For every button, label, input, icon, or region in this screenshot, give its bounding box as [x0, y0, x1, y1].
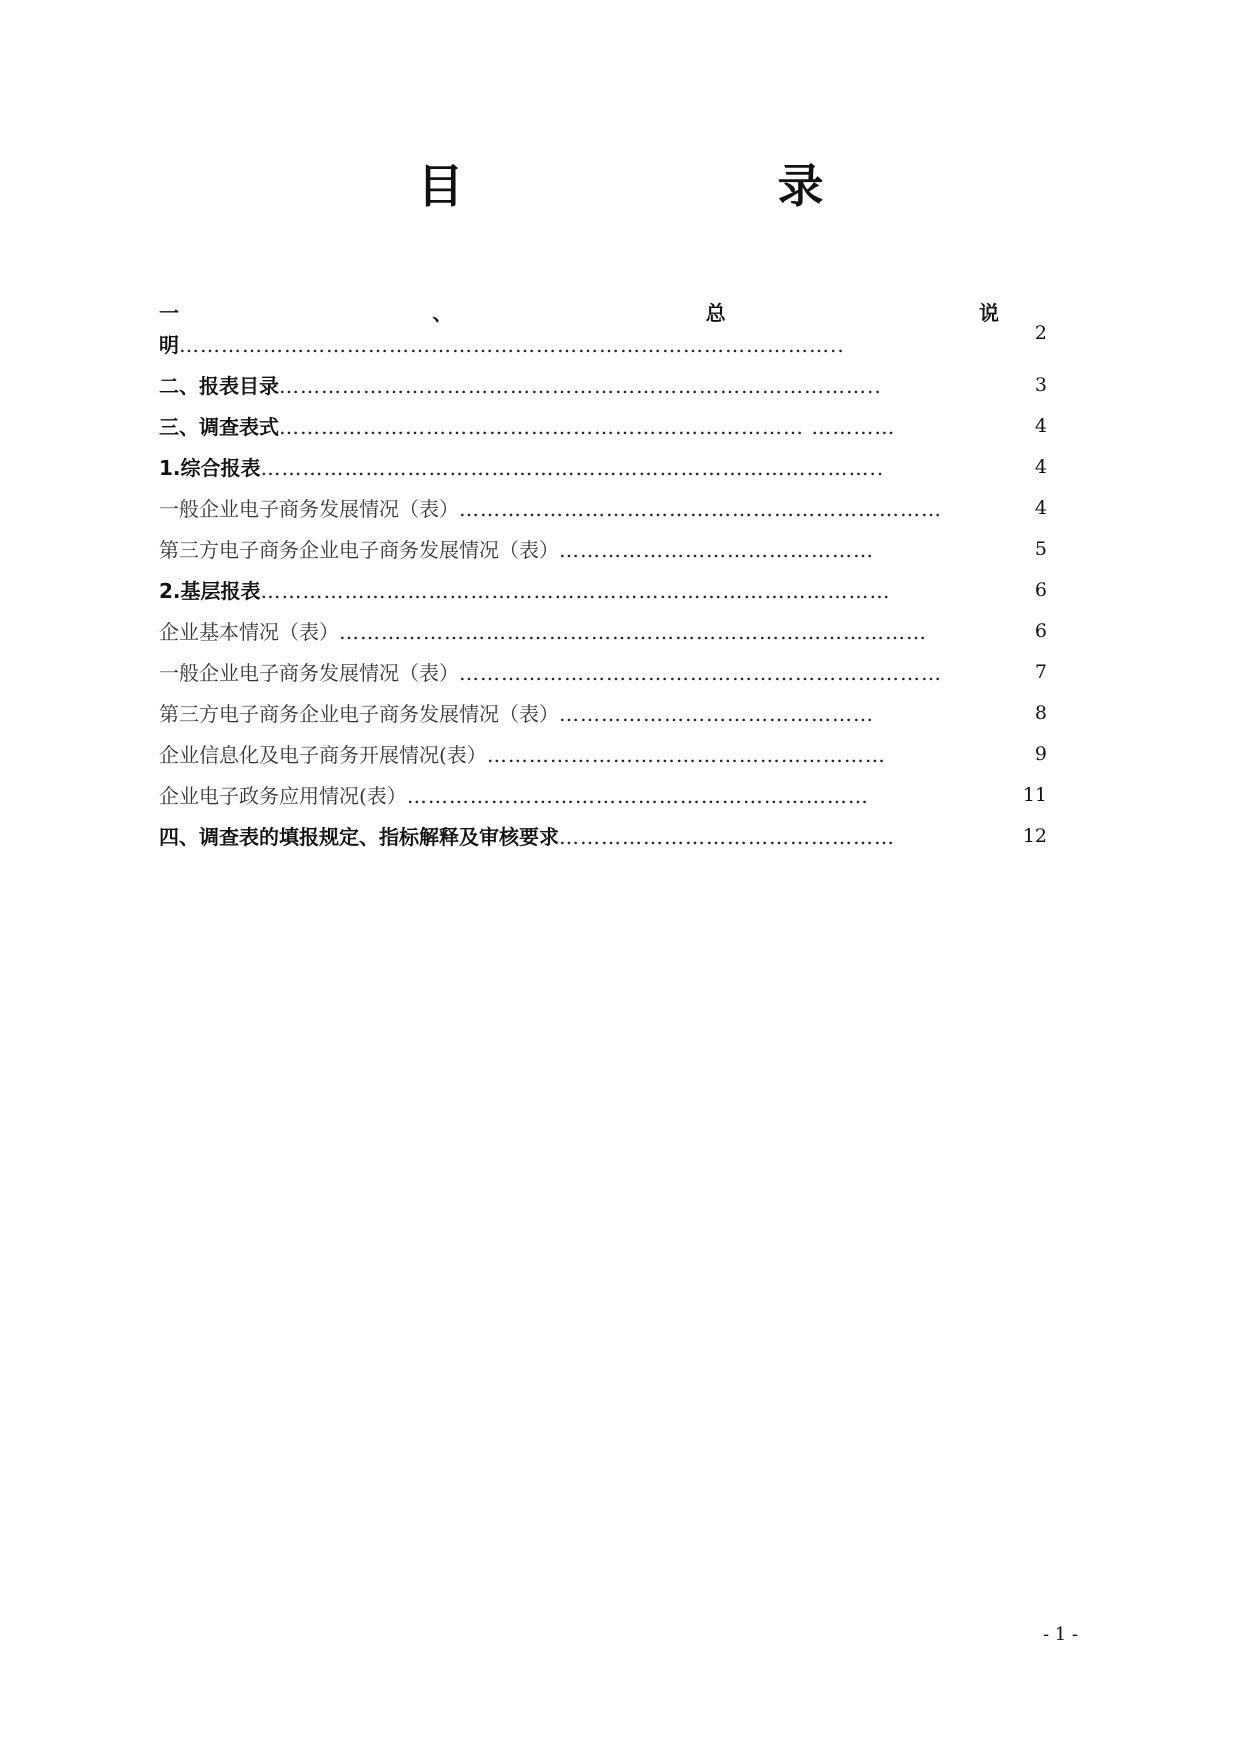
toc-page-number: 6	[1034, 619, 1047, 642]
toc-entry[interactable]	[159, 733, 1059, 774]
toc-entry-label: 一般企业电子商务发展情况（表）	[159, 661, 459, 685]
toc-leader-dots: …………………………………………	[559, 825, 895, 849]
toc-leader-dots: ……………………………………………………………	[459, 661, 942, 685]
toc-page-number: 5	[1034, 537, 1047, 560]
toc-page-number: 4	[1034, 414, 1047, 437]
toc-page-number: 2	[1034, 322, 1047, 344]
toc-char: 总	[705, 301, 726, 325]
page-title: 目 录	[417, 159, 898, 213]
toc-entry-label: 四、调查表的填报规定、指标解释及审核要求	[159, 825, 559, 849]
toc-entry[interactable]	[159, 487, 1059, 528]
toc-entry-label: 企业电子政务应用情况(表）	[159, 784, 407, 808]
toc-entry-label: 第三方电子商务企业电子商务发展情况（表）	[159, 538, 559, 562]
toc-leader-dots: ………………………………………	[559, 538, 874, 562]
toc-entry[interactable]	[159, 692, 1059, 733]
toc-entry-label: 2.基层报表	[159, 579, 261, 603]
toc-page-number: 9	[1034, 742, 1047, 765]
toc-leader-dots: …………………………………………………………………………..	[279, 374, 882, 398]
toc-page-number: 4	[1034, 455, 1047, 478]
toc-char: 、	[432, 301, 453, 325]
toc-entry[interactable]	[159, 364, 1059, 405]
toc-page-number: 6	[1034, 578, 1047, 601]
toc-page-number: 12	[1022, 824, 1047, 847]
toc-leader-dots: ………………………………………………………………………………	[260, 579, 891, 603]
toc-entry-label: 二、报表目录	[159, 374, 279, 398]
toc-entry[interactable]	[159, 774, 1059, 815]
toc-entry[interactable]	[159, 405, 1059, 446]
toc-entry-label: 1.综合报表	[159, 456, 261, 480]
toc-entry[interactable]	[159, 651, 1059, 692]
toc-entry[interactable]	[159, 446, 1059, 487]
toc-char: 一	[159, 301, 179, 325]
toc-leader-dots: …………………………………………………………………………………..	[179, 333, 845, 357]
toc-page-number: 11	[1022, 783, 1047, 806]
toc-leader-dots: ………………………………………………………………… …………	[279, 415, 896, 439]
toc-entry[interactable]	[159, 610, 1059, 651]
toc-entry-label: 企业基本情况（表）	[159, 620, 339, 644]
toc-entry-label: 第三方电子商务企业电子商务发展情况（表）	[159, 702, 559, 726]
toc-leader-dots: …………………………………………………………………………	[339, 620, 927, 644]
toc-entry-general-notes[interactable]	[159, 300, 1059, 364]
toc-leader-dots: ……………………………………………………………………………..	[260, 456, 885, 480]
footer-page-number: - 1 -	[1042, 1624, 1078, 1645]
toc-entry-continuation	[159, 332, 999, 358]
toc-entry-spread-line	[159, 300, 999, 326]
toc-char: 说	[978, 301, 999, 325]
toc-page-number: 3	[1034, 373, 1047, 396]
toc-entry-label: 三、调查表式	[159, 415, 279, 439]
toc-entry[interactable]	[159, 528, 1059, 569]
toc-leader-dots: ……………………………………………………………	[459, 497, 942, 521]
toc-leader-dots: ………………………………………	[559, 702, 874, 726]
toc-leader-dots: …………………………………………………	[486, 743, 886, 767]
toc-entry-label: 一般企业电子商务发展情况（表）	[159, 497, 459, 521]
table-of-contents	[159, 300, 1059, 856]
toc-leader-dots: …………………………………………………………	[406, 784, 869, 808]
toc-page-number: 8	[1034, 701, 1047, 724]
toc-page-number: 7	[1034, 660, 1047, 683]
toc-entry-label: 企业信息化及电子商务开展情况(表）	[159, 743, 487, 767]
toc-entry-label: 明	[159, 333, 179, 357]
toc-entry[interactable]	[159, 815, 1059, 856]
toc-page-number: 4	[1034, 496, 1047, 519]
toc-entry[interactable]	[159, 569, 1059, 610]
